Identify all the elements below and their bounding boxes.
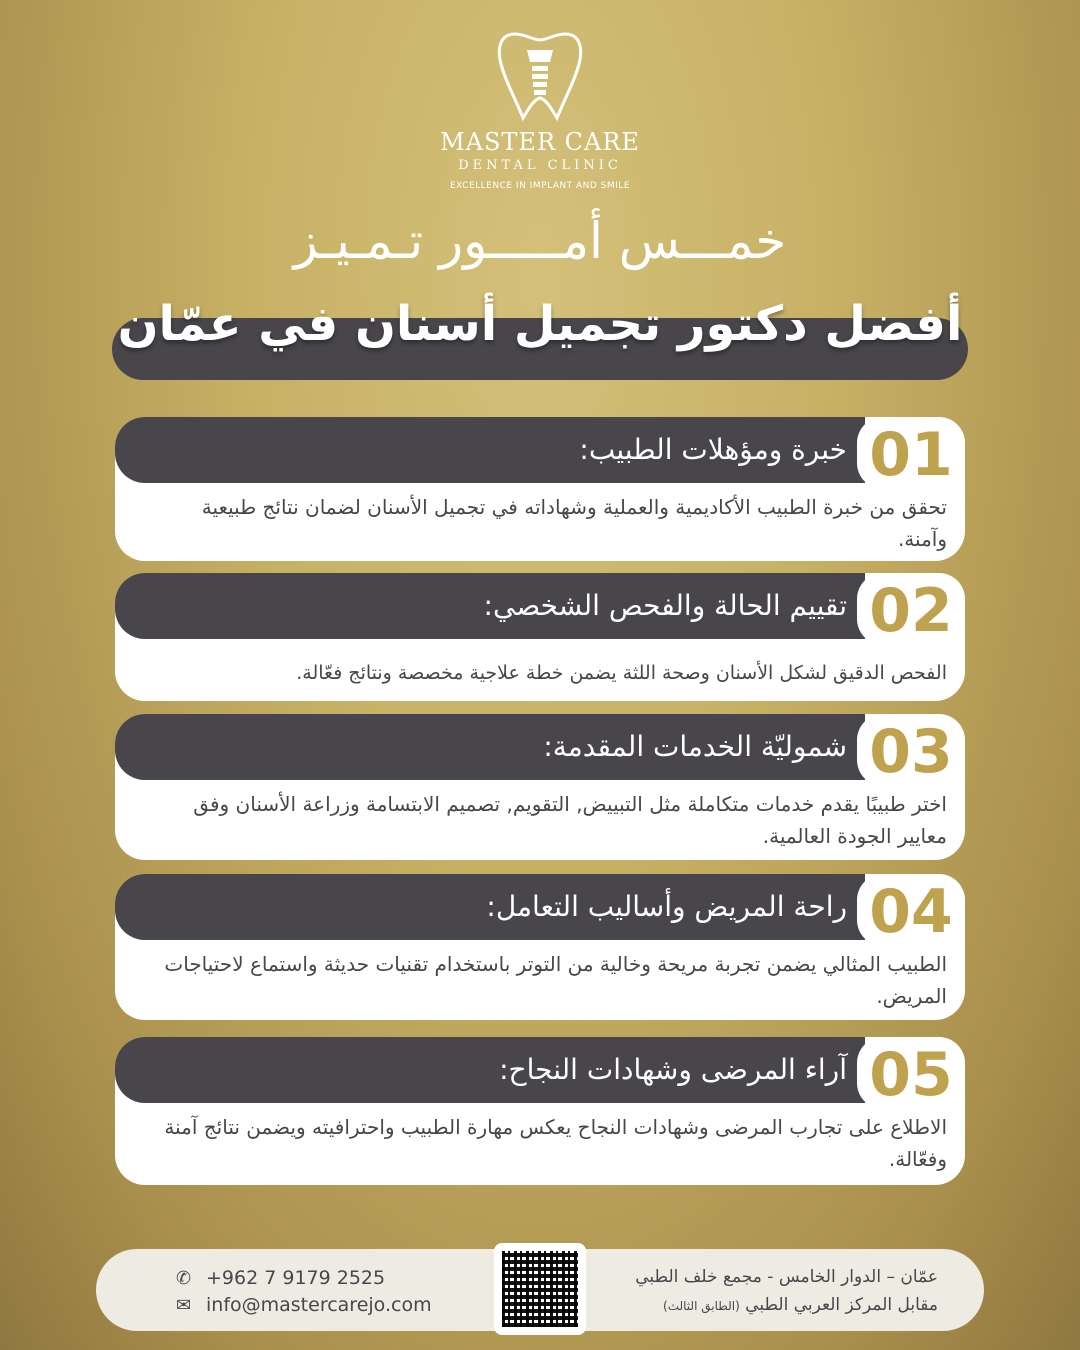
page-heading: خمـــس أمـــــور تـمـيـز <box>293 212 787 270</box>
item-number: 04 <box>857 874 965 946</box>
item-text: الاطلاع على تجارب المرضى وشهادات النجاح يعكس مهارة الطبيب واحترافيته ويضمن نتائج آمنة وفعّالة. <box>164 1115 947 1171</box>
qr-code[interactable] <box>494 1243 586 1335</box>
item-card <box>115 1037 965 1185</box>
item-title: آراء المرضى وشهادات النجاح: <box>115 1037 865 1103</box>
address-note: (الطابق الثالث) <box>663 1299 740 1313</box>
item-title: خبرة ومؤهلات الطبيب: <box>115 417 865 483</box>
item-text: الفحص الدقيق لشكل الأسنان وصحة اللثة يضمن خطة علاجية مخصصة ونتائج فعّالة. <box>296 662 947 684</box>
address-line-1: عمّان – الدوار الخامس - مجمع خلف الطبي <box>635 1267 938 1287</box>
item-card <box>115 417 965 561</box>
item-text: تحقق من خبرة الطبيب الأكاديمية والعملية وشهاداته في تجميل الأسنان لضمان نتائج طبيعية وآمنة. <box>201 495 947 551</box>
phone-row[interactable] <box>176 1265 432 1292</box>
item-text: اختر طبيبًا يقدم خدمات متكاملة مثل التبييض, التقويم, تصميم الابتسامة وزراعة الأسنان وفق معايير الجودة العالمية. <box>193 792 947 848</box>
item-title: شموليّة الخدمات المقدمة: <box>115 714 865 780</box>
item-text: الطبيب المثالي يضمن تجربة مريحة وخالية من التوتر باستخدام تقنيات حديثة واستماع لاحتياجات المريض. <box>164 952 947 1008</box>
address-line-2: مقابل المركز العربي الطبي <box>745 1295 938 1315</box>
clinic-logo <box>440 28 640 191</box>
item-title: تقييم الحالة والفحص الشخصي: <box>115 573 865 639</box>
phone-number: +962 7 9179 2525 <box>206 1267 386 1289</box>
tooth-implant-icon <box>495 28 585 124</box>
item-number: 02 <box>857 573 965 645</box>
item-number: 01 <box>857 417 965 489</box>
item-card <box>115 573 965 701</box>
item-card <box>115 874 965 1020</box>
item-title: راحة المريض وأساليب التعامل: <box>115 874 865 940</box>
brand-name: MASTER CARE <box>440 128 640 156</box>
phone-icon: ✆ <box>176 1268 192 1289</box>
email-row[interactable] <box>176 1292 432 1319</box>
brand-subtitle: DENTAL CLINIC <box>458 158 622 173</box>
brand-tagline: EXCELLENCE IN IMPLANT AND SMILE <box>449 181 631 191</box>
item-number: 03 <box>857 714 965 786</box>
mail-icon: ✉ <box>176 1295 192 1316</box>
item-number: 05 <box>857 1037 965 1109</box>
item-card <box>115 714 965 860</box>
page-subheading: أفضل دكتور تجميل أسنان في عمّان <box>117 296 963 352</box>
address <box>635 1263 938 1320</box>
email-address: info@mastercarejo.com <box>206 1294 432 1316</box>
qr-pattern <box>502 1251 578 1327</box>
